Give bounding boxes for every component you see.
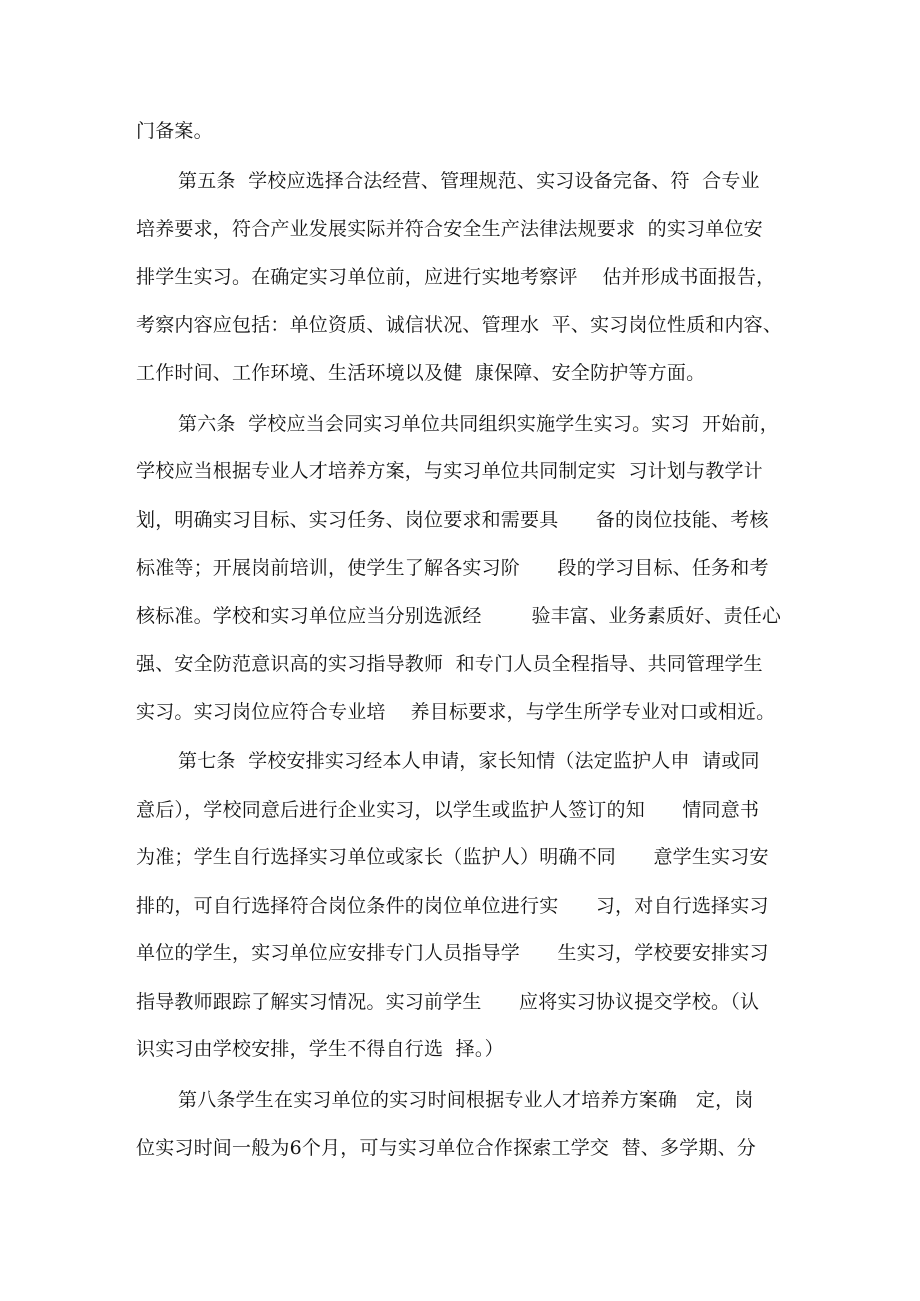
text-line-10: 标准等；开展岗前培训，使学生了解各实习阶 段的学习目标、任务和考	[136, 557, 769, 579]
article-7-heading-line: 第七条 学校安排实习经本人申请，家长知情（法定监护人申 请或同	[178, 750, 760, 772]
text-line-5: 考察内容应包括：单位资质、诚信状况、管理水 平、实习岗位性质和内容、	[136, 314, 783, 336]
text-line-22: 位实习时间一般为6个月，可与实习单位合作探索工学交 替、多学期、分	[136, 1137, 756, 1159]
article-6-heading-line: 第六条 学校应当会同实习单位共同组织实施学生实习。实习 开始前，	[178, 413, 779, 435]
text-line-9: 划，明确实习目标、实习任务、岗位要求和需要具 备的岗位技能、考核	[136, 509, 769, 531]
text-line-13: 实习。实习岗位应符合专业培 养目标要求，与学生所学专业对口或相近。	[136, 701, 776, 723]
text-line-16: 为准；学生自行选择实习单位或家长（监护人）明确不同 意学生实习安	[136, 846, 769, 868]
text-line-20: 识实习由学校安排，学生不得自行选 择。）	[136, 1038, 504, 1060]
text-line-19: 指导教师跟踪了解实习情况。实习前学生 应将实习协议提交学校。（认	[136, 991, 760, 1013]
text-line-18: 单位的学生，实习单位应安排专门人员指导学 生实习，学校要安排实习	[136, 942, 769, 964]
text-line-15: 意后），学校同意后进行企业实习，以学生或监护人签订的知 情同意书	[136, 799, 760, 821]
text-line-3: 培养要求，符合产业发展实际并符合安全生产法律法规要求 的实习单位安	[136, 218, 763, 240]
text-line-1: 门备案。	[136, 120, 213, 142]
text-line-12: 强、安全防范意识高的实习指导教师 和专门人员全程指导、共同管理学生	[136, 653, 763, 675]
article-5-heading-line: 第五条 学校应选择合法经营、管理规范、实习设备完备、符 合专业	[178, 170, 760, 192]
text-line-11: 核标准。学校和实习单位应当分别选派经 验丰富、业务素质好、责任心	[136, 605, 782, 627]
article-8-heading-line: 第八条学生在实习单位的实习时间根据专业人才培养方案确 定，岗	[178, 1089, 754, 1111]
text-line-6: 工作时间、工作环境、生活环境以及健 康保障、安全防护等方面。	[136, 362, 706, 384]
text-line-4: 排学生实习。在确定实习单位前，应进行实地考察评 估并形成书面报告，	[136, 266, 776, 288]
text-line-8: 学校应当根据专业人才培养方案，与实习单位共同制定实 习计划与教学计	[136, 460, 763, 482]
text-line-17: 排的，可自行选择符合岗位条件的岗位单位进行实 习，对自行选择实习	[136, 895, 769, 917]
